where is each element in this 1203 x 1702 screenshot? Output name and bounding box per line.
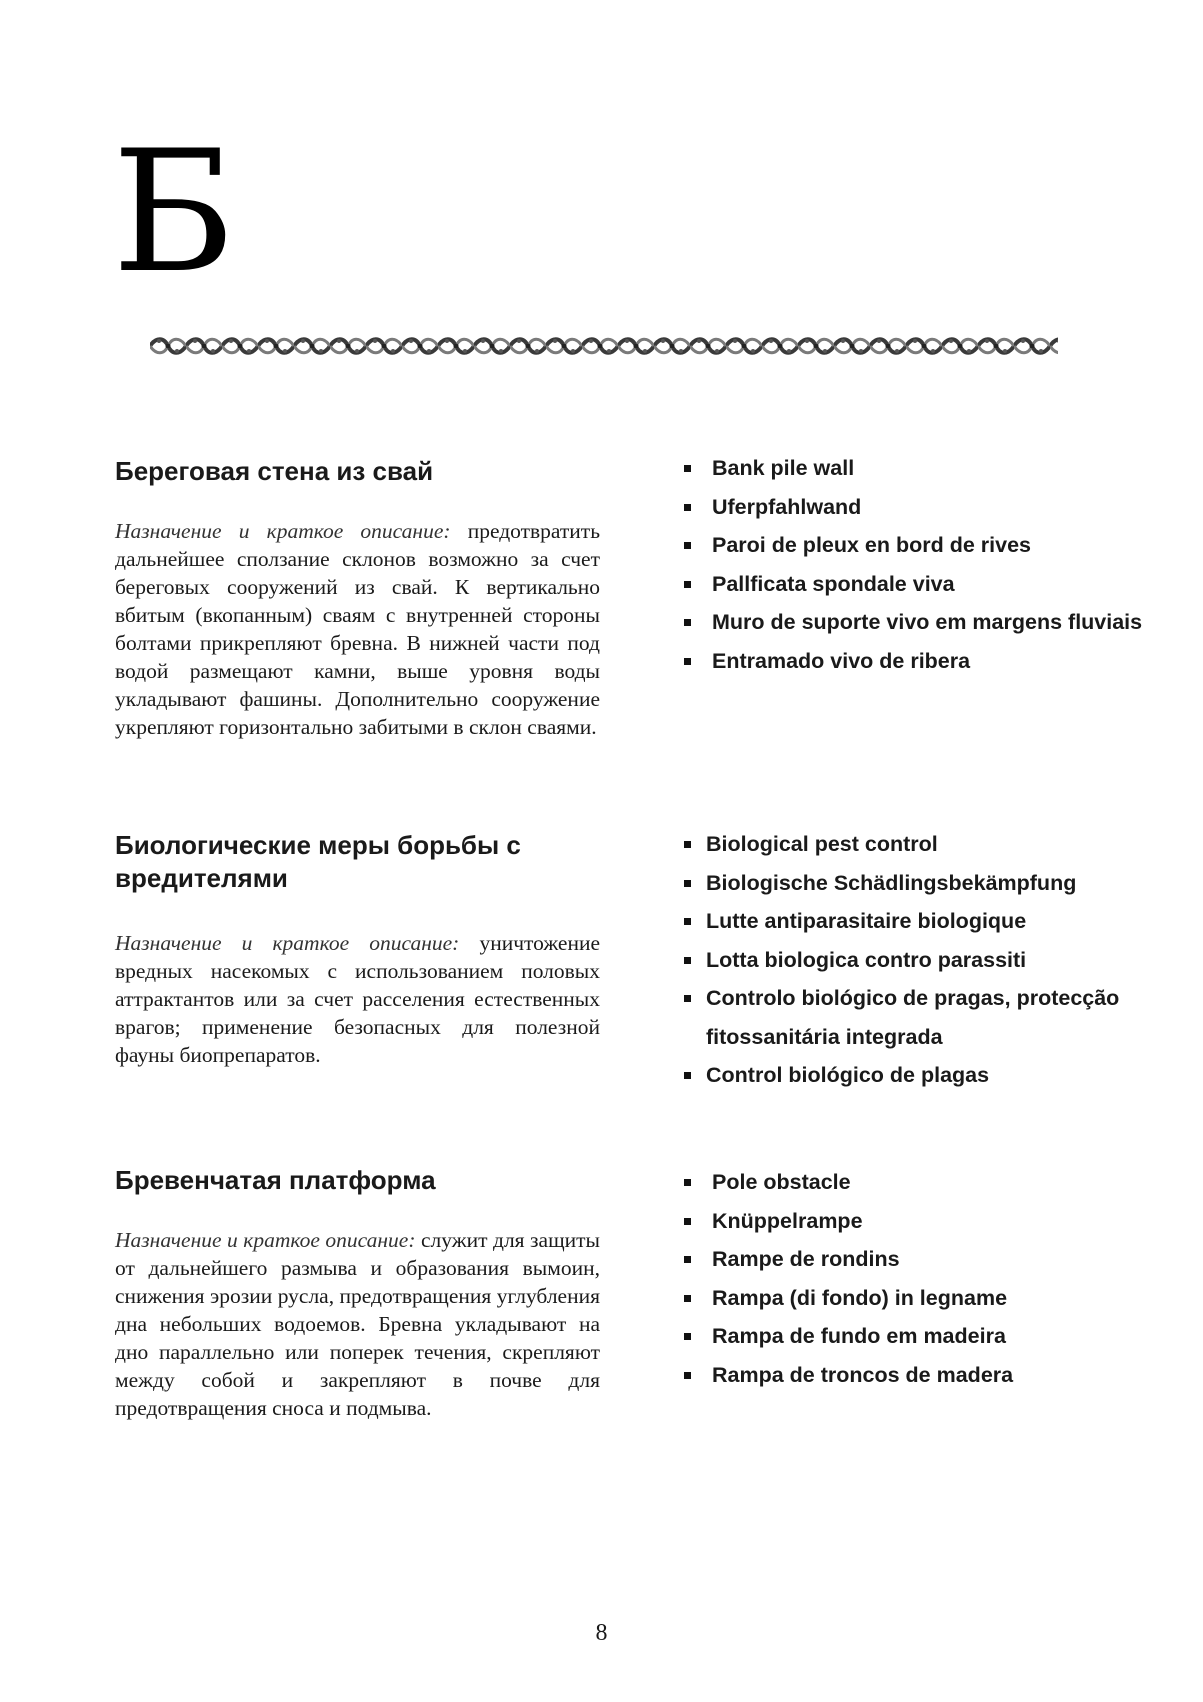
- translation-item: Rampa de troncos de madera: [684, 1356, 1154, 1395]
- description-lead: Назначение и краткое описание:: [115, 519, 451, 543]
- translation-list: [684, 825, 1154, 1095]
- translation-item: Controlo biológico de pragas, protecção fitossanitária integrada: [684, 979, 1154, 1056]
- entry-title: Биологические меры борьбы с вредителями: [115, 830, 521, 893]
- translation-item: Biological pest control: [684, 825, 1154, 864]
- translation-item: Rampe de rondins: [684, 1240, 1154, 1279]
- translation-item: Lutte antiparasitaire biologique: [684, 902, 1154, 941]
- translation-item: Rampa (di fondo) in legname: [684, 1279, 1154, 1318]
- translation-list: [684, 449, 1154, 680]
- page-number: 8: [595, 1620, 608, 1646]
- description-text: предотвратить дальнейшее сползание склонов возможно за счет береговых сооружений из свай. К вертикально вбитым (вкопанным) сваям с внутренней стороны болтами прикрепляют бревна. В нижней части под водой размещают камни, выше уровня воды укладывают фашины. Дополнительно сооружение укрепляют горизонтально забитыми в склон сваями.: [115, 519, 601, 739]
- translation-list: [684, 1163, 1154, 1394]
- translation-item: Pallficata spondale viva: [684, 565, 1154, 604]
- description-lead: Назначение и краткое описание:: [115, 1228, 416, 1252]
- translation-item: Muro de suporte vivo em margens fluviais: [684, 603, 1154, 642]
- translation-item: Control biológico de plagas: [684, 1056, 1154, 1095]
- description-text: уничтожение вредных насекомых с использованием половых аттрактантов или за счет расселения естественных врагов; применение безопасных для полезной фауны биопрепаратов.: [115, 931, 601, 1067]
- translation-item: Knüppelrampe: [684, 1202, 1154, 1241]
- entry-description: [115, 1226, 600, 1422]
- translation-item: Rampa de fundo em madeira: [684, 1317, 1154, 1356]
- description-lead: Назначение и краткое описание:: [115, 931, 460, 955]
- decorative-divider: [150, 333, 1058, 359]
- translation-item: Uferpfahlwand: [684, 488, 1154, 527]
- section-letter: Б: [112, 114, 236, 310]
- entry-description: [115, 929, 600, 1069]
- translation-item: Lotta biologica contro parassiti: [684, 941, 1154, 980]
- translation-item: Paroi de pleux en bord de rives: [684, 526, 1154, 565]
- translation-item: Pole obstacle: [684, 1163, 1154, 1202]
- entry-title: Бревенчатая платформа: [115, 1165, 436, 1195]
- description-text: служит для защиты от дальнейшего размыва и образования вымоин, снижения эрозии русла, предотвращения углубления дна небольших водоемов. Бревна укладывают на дно параллельно или поперек течения, скрепляют между собой и закрепляют в почве для предотвращения сноса и подмыва.: [115, 1228, 600, 1420]
- entry-description: [115, 517, 600, 741]
- translation-item: Bank pile wall: [684, 449, 1154, 488]
- translation-item: Biologische Schädlingsbekämpfung: [684, 864, 1154, 903]
- entry-title: Береговая стена из свай: [115, 456, 434, 486]
- translation-item: Entramado vivo de ribera: [684, 642, 1154, 681]
